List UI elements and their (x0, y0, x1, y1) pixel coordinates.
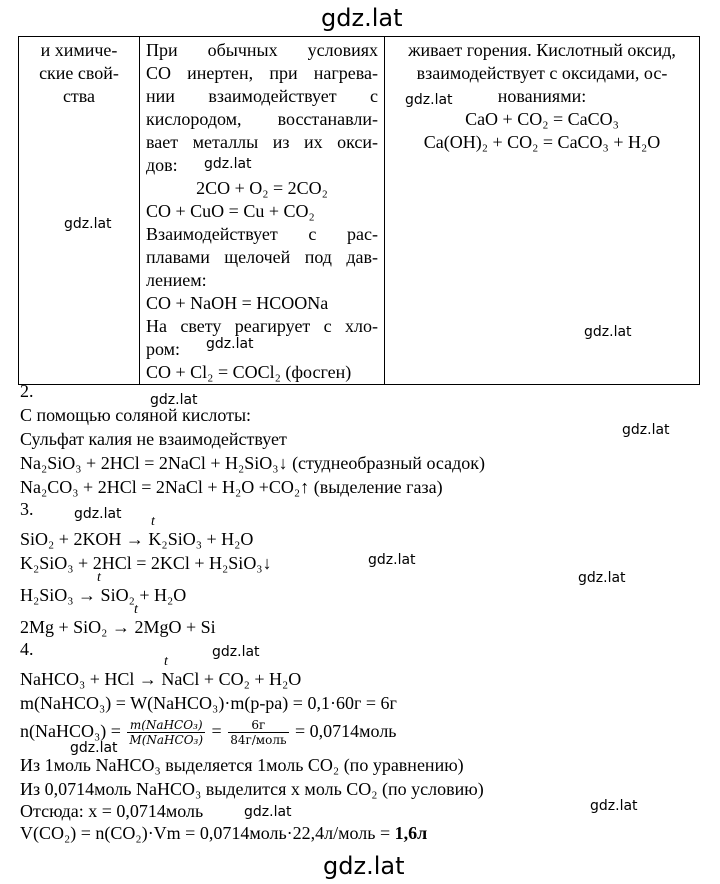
arrow-condition-label: t (151, 514, 155, 529)
watermark: gdz.lat (206, 336, 254, 352)
table-cell-co (140, 37, 385, 385)
equation: CO + Cl₂ = COCl₂ (фосген) (146, 362, 352, 382)
watermark: gdz.lat (244, 804, 292, 820)
section-number: 4. (20, 639, 34, 659)
molar-calculation (20, 714, 397, 748)
section-number: 3. (20, 499, 34, 519)
volume-expression: V(CO₂) = n(CO₂)·Vm = 0,0714моль·22,4л/моль = (20, 823, 395, 843)
text-line: Из 1моль NaHCO₃ выделяется 1моль CO₂ (по уравнению) (20, 755, 464, 775)
equation: 2CO + O₂ = 2CO₂ (196, 178, 328, 198)
section-number: 2. (20, 381, 34, 401)
watermark: gdz.lat (590, 798, 638, 814)
cell-line: плавами щелочей под дав- (146, 247, 378, 267)
cell-line: и химиче- (40, 40, 118, 60)
fraction-denominator: M(NaHCO₃) (129, 733, 204, 748)
table-cell-co2 (385, 37, 700, 385)
cell-line: нованиями: (497, 86, 587, 106)
watermark: gdz.lat (368, 552, 416, 568)
cell-line: кислородом, восстанавли- (146, 109, 378, 129)
watermark-bottom: gdz.lat (323, 852, 405, 880)
watermark: gdz.lat (212, 644, 260, 660)
final-equation (20, 822, 427, 844)
cell-line: лением: (146, 270, 207, 290)
table-row (19, 37, 700, 385)
cell-line: При обычных условиях (146, 40, 378, 60)
watermark: gdz.lat (70, 740, 118, 756)
watermark: gdz.lat (578, 570, 626, 586)
cell-line: CO инертен, при нагрева- (146, 63, 378, 83)
watermark-top: gdz.lat (321, 4, 403, 32)
fraction-numerator: m(NaHCO₃) (127, 718, 205, 733)
calc-lhs: n(NaHCO₃) = (20, 721, 121, 741)
cell-line: вает металлы из их окси- (146, 132, 378, 152)
watermark: gdz.lat (584, 324, 632, 340)
cell-line: живает горения. Кислотный оксид, (408, 40, 676, 60)
watermark: gdz.lat (64, 216, 112, 232)
watermark: gdz.lat (74, 506, 122, 522)
watermark: gdz.lat (622, 422, 670, 438)
arrow-condition-label: t (164, 654, 168, 669)
calc-rhs: = 0,0714моль (295, 721, 397, 741)
fraction-denominator: 84г/моль (230, 733, 287, 748)
text-line: Отсюда: x = 0,0714моль (20, 801, 204, 821)
equation: Ca(OH)₂ + CO₂ = CaCO₃ + H₂O (423, 132, 661, 152)
cell-line: взаимодействует с оксидами, ос- (416, 63, 668, 83)
cell-line: нии взаимодействует с (146, 86, 378, 106)
watermark: gdz.lat (405, 92, 453, 108)
text-line: Из 0,0714моль NaHCO₃ выделится x моль CO₂ (по условию) (20, 779, 484, 799)
cell-line: ром: (146, 339, 181, 359)
text-line: Сульфат калия не взаимодействует (20, 429, 287, 449)
equals-sign: = (211, 721, 222, 741)
cell-line: Взаимодействует с рас- (146, 224, 378, 244)
properties-table (18, 36, 700, 385)
equation: NaHCO₃ + HCl → NaCl + CO₂ + H₂O (20, 669, 302, 689)
equation: Na₂SiO₃ + 2HCl = 2NaCl + H₂SiO₃↓ (студнеобразный осадок) (20, 453, 485, 473)
cell-line: дов: (146, 155, 178, 175)
final-answer: 1,6л (394, 823, 428, 843)
text-line: С помощью соляной кислоты: (20, 405, 252, 425)
fraction (127, 718, 205, 747)
cell-line: На свету реагирует с хло- (146, 316, 378, 336)
watermark: gdz.lat (150, 392, 198, 408)
equation: CO + CuO = Cu + CO₂ (146, 201, 315, 221)
equation: m(NaHCO₃) = W(NaHCO₃)·m(р-ра) = 0,1·60г = 6г (20, 693, 397, 713)
cell-line: ства (62, 86, 96, 106)
equation: CaO + CO₂ = CaCO₃ (465, 109, 619, 129)
arrow-condition-label: t (97, 570, 101, 585)
cell-line: ские свой- (39, 63, 119, 83)
table-cell-property (19, 37, 140, 385)
arrow-condition-label: t (134, 602, 138, 617)
equation: CO + NaOH = HCOONa (146, 293, 329, 313)
equation: 2Mg + SiO₂ → 2MgO + Si (20, 617, 216, 637)
watermark: gdz.lat (204, 156, 252, 172)
fraction-numerator: 6г (228, 718, 288, 733)
equation: H₂SiO₃ → SiO₂ + H₂O (20, 585, 187, 605)
equation: Na₂CO₃ + 2HCl = 2NaCl + H₂O +CO₂↑ (выделение газа) (20, 477, 443, 497)
equation: SiO₂ + 2KOH → K₂SiO₃ + H₂O (20, 529, 254, 549)
equation: K₂SiO₃ + 2HCl = 2KCl + H₂SiO₃↓ (20, 553, 272, 573)
fraction (228, 718, 288, 747)
